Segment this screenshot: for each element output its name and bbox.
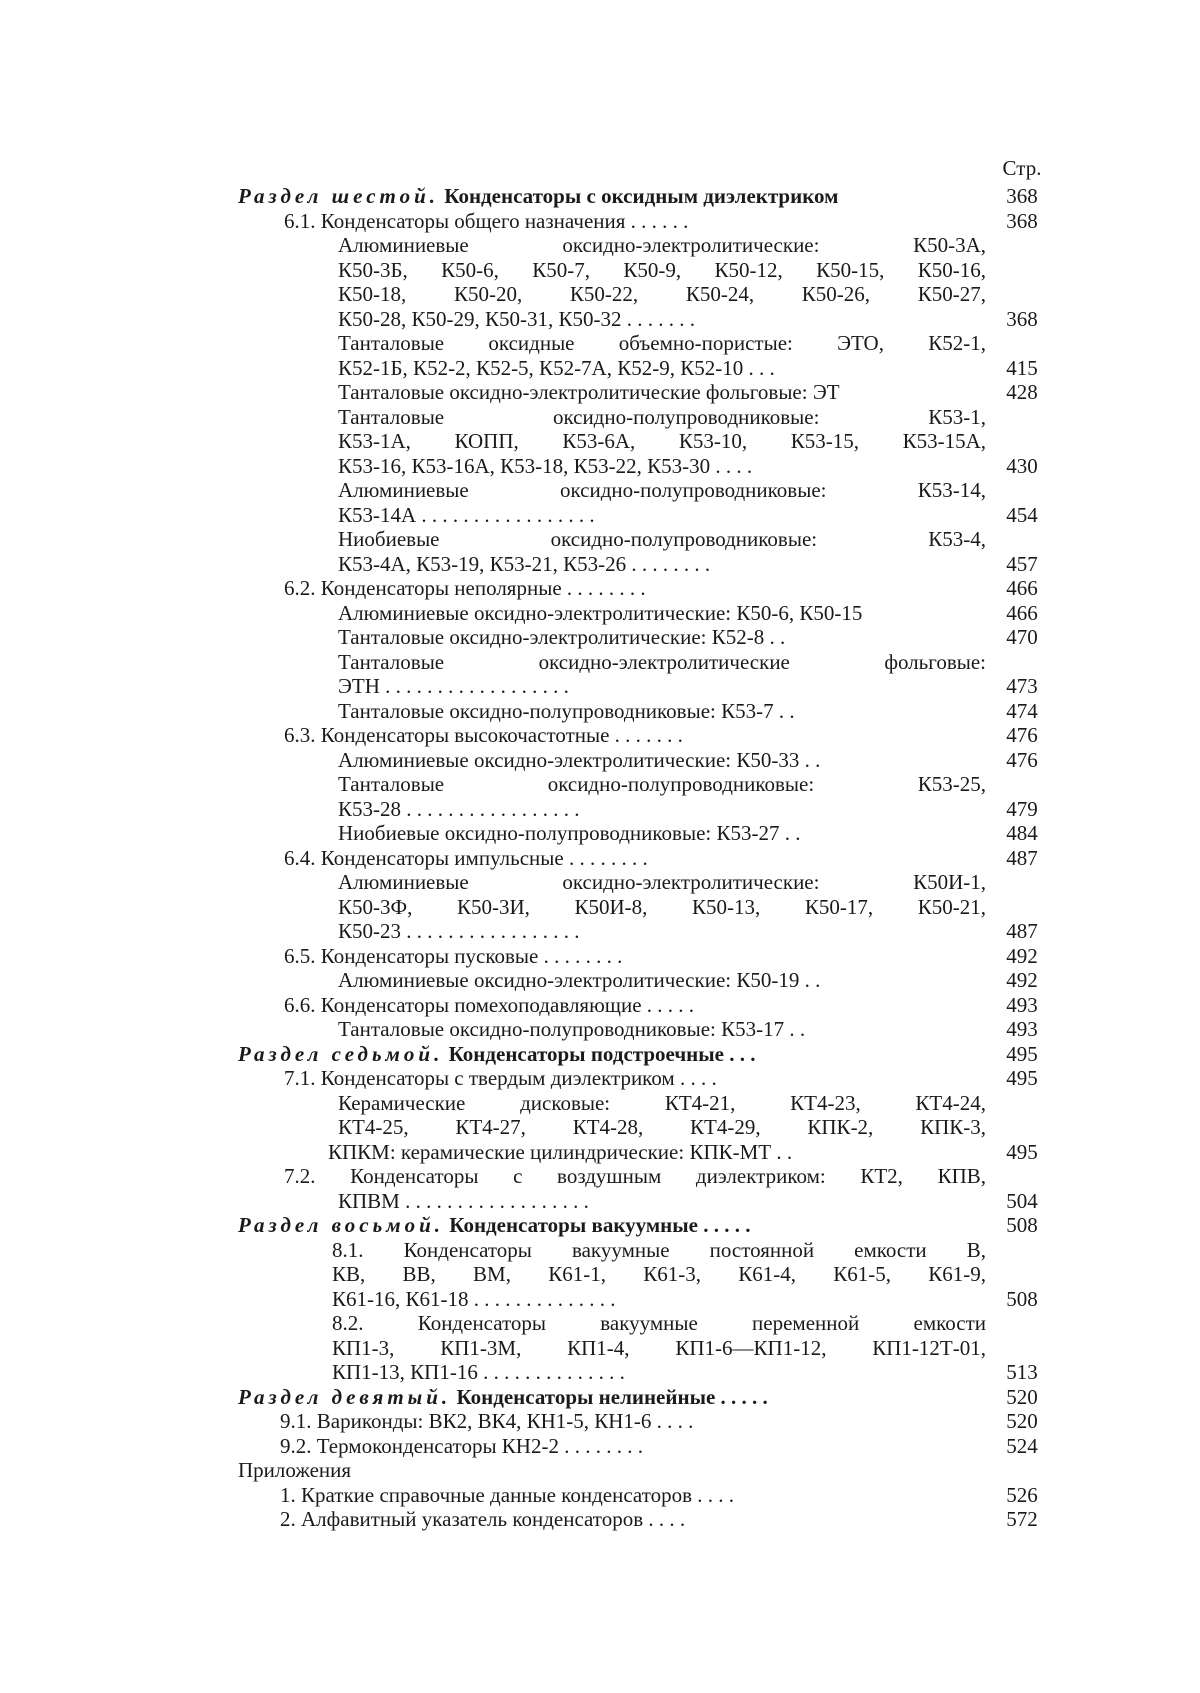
toc-entry: [238, 503, 1050, 528]
toc-entry: [238, 282, 1050, 307]
toc-entry: [238, 748, 1050, 773]
toc-entry-text: 7.1. Конденсаторы с твердым диэлектриком . . . .: [284, 1066, 717, 1090]
toc-page-number: 473: [1006, 674, 1038, 698]
toc-entry-text: 6.4. Конденсаторы импульсные . . . . . . . .: [284, 845, 648, 870]
toc-page-number: 457: [1006, 551, 1038, 576]
toc-entry: [238, 380, 1050, 405]
toc-entry-text: 8.1. Конденсаторы вакуумные постоянной емкости В,: [332, 1237, 986, 1262]
toc-entry: [238, 1385, 1050, 1410]
toc-entry: [238, 1140, 1050, 1165]
toc-page-number: 368: [1006, 184, 1038, 208]
toc-entry-text: К53-4А, К53-19, К53-21, К53-26 . . . . . . . .: [338, 551, 711, 576]
toc-page-number: 487: [1006, 919, 1038, 943]
toc-entry: [238, 258, 1050, 283]
toc-entry-text: Алюминиевые оксидно-электролитические: К50-3А,: [338, 233, 986, 257]
toc-entry-text: [238, 1385, 768, 1410]
toc-page-number: 454: [1006, 502, 1038, 527]
toc-page-number: 492: [1006, 968, 1038, 992]
toc-entry-text: [238, 1213, 751, 1238]
toc-entry-text: К50-18, К50-20, К50-22, К50-24, К50-26, К50-27,: [338, 282, 986, 306]
toc-entry-text: Танталовые оксидно-электролитические фольговые: ЭТ: [338, 380, 840, 404]
toc-entry-text: К53-14А . . . . . . . . . . . . . . . . .: [338, 502, 595, 527]
toc-entry: [238, 356, 1050, 381]
toc-entry-text: 6.2. Конденсаторы неполярные . . . . . . . .: [284, 576, 646, 600]
toc-entry-text: Алюминиевые оксидно-электролитические: К50-6, К50-15: [338, 600, 863, 625]
toc-page-number: 495: [1006, 1139, 1038, 1164]
toc-entry-text: Танталовые оксидно-электролитические фольговые:: [338, 649, 986, 674]
toc-entry-text: 8.2. Конденсаторы вакуумные переменной емкости: [332, 1311, 986, 1335]
toc-entry: [238, 1434, 1050, 1459]
toc-page-number: 474: [1006, 698, 1038, 723]
toc-entry-text: Приложения: [238, 1458, 352, 1482]
toc-page-number: 524: [1006, 1433, 1038, 1458]
toc-entry: [238, 772, 1050, 797]
toc-entry: [238, 1091, 1050, 1116]
toc-entry-text: Танталовые оксидно-полупроводниковые: К53-7 . .: [338, 698, 795, 723]
toc-page-number: 415: [1006, 355, 1038, 380]
toc-entry: [238, 723, 1050, 748]
toc-entry: [238, 1262, 1050, 1287]
toc-page-number: 572: [1006, 1507, 1038, 1531]
toc-entry: [238, 944, 1050, 969]
section-title: Конденсаторы вакуумные . . . . .: [449, 1213, 751, 1237]
toc-entry-text: ЭТН . . . . . . . . . . . . . . . . . .: [338, 674, 569, 698]
toc-entry: [238, 1164, 1050, 1189]
toc-entry: [238, 1311, 1050, 1336]
toc-entry: [238, 454, 1050, 479]
toc-entry-text: Керамические дисковые: КТ4-21, КТ4-23, КТ4-24,: [338, 1090, 986, 1115]
toc-entry: [238, 1336, 1050, 1361]
toc-entry: [238, 1409, 1050, 1434]
toc-page-number: 508: [1006, 1286, 1038, 1311]
toc-entry: [238, 331, 1050, 356]
toc-page-number: 492: [1006, 943, 1038, 968]
toc-entry: [238, 1483, 1050, 1508]
section-label: Раздел восьмой.: [238, 1213, 445, 1237]
toc-entry-text: Танталовые оксидно-полупроводниковые: К53-17 . .: [338, 1017, 806, 1041]
toc-entry-text: К53-16, К53-16А, К53-18, К53-22, К53-30 . . . .: [338, 453, 753, 478]
toc-entry: [238, 576, 1050, 601]
toc-page-number: 484: [1006, 821, 1038, 845]
toc-entry-text: КПВМ . . . . . . . . . . . . . . . . . .: [338, 1188, 589, 1213]
toc-page-number: 493: [1006, 1017, 1038, 1041]
toc-page-number: 466: [1006, 576, 1038, 600]
toc-page-number: 526: [1006, 1482, 1038, 1507]
toc-entry: [238, 429, 1050, 454]
toc-entry: [238, 1066, 1050, 1091]
toc-page-number: 466: [1006, 600, 1038, 625]
toc-entry: [238, 1238, 1050, 1263]
toc-page-number: 479: [1006, 796, 1038, 821]
toc-entry: [238, 968, 1050, 993]
toc-entry-text: Танталовые оксидно-полупроводниковые: К53-25,: [338, 772, 986, 796]
toc-entry-text: Алюминиевые оксидно-полупроводниковые: К53-14,: [338, 478, 986, 502]
toc-entry: [238, 1189, 1050, 1214]
toc-page-number: 487: [1006, 845, 1038, 870]
toc-page-number: 493: [1006, 992, 1038, 1017]
toc-entry-text: К53-1А, КОПП, К53-6А, К53-10, К53-15, К53-15А,: [338, 429, 986, 453]
toc-entry-text: 6.5. Конденсаторы пусковые . . . . . . . .: [284, 943, 623, 968]
page-column-header: [238, 156, 1050, 184]
toc-entry: [238, 209, 1050, 234]
toc-page-number: 476: [1006, 747, 1038, 772]
toc-entry: [238, 1115, 1050, 1140]
toc-entry-text: К50-3Ф, К50-3И, К50И-8, К50-13, К50-17, К50-21,: [338, 894, 986, 919]
toc-entry: [238, 405, 1050, 430]
toc-entry: [238, 1017, 1050, 1042]
toc-entry-text: К61-16, К61-18 . . . . . . . . . . . . . .: [332, 1286, 616, 1311]
toc-entry-text: 6.6. Конденсаторы помехоподавляющие . . . . .: [284, 992, 695, 1017]
toc-entry-text: 6.1. Конденсаторы общего назначения . . . . . .: [284, 208, 689, 233]
section-title: Конденсаторы подстроечные . . .: [448, 1041, 756, 1066]
toc-entry: [238, 625, 1050, 650]
toc-entry: [238, 797, 1050, 822]
toc-entry-text: КП1-13, КП1-16 . . . . . . . . . . . . . .: [332, 1360, 625, 1384]
toc-entry-text: К50-3Б, К50-6, К50-7, К50-9, К50-12, К50-15, К50-16,: [338, 257, 986, 282]
toc-entry-text: Алюминиевые оксидно-электролитические: К50И-1,: [338, 870, 986, 894]
toc-entry: [238, 919, 1050, 944]
toc-entry: [238, 478, 1050, 503]
toc-entry-text: Ниобиевые оксидно-полупроводниковые: К53-27 . .: [338, 821, 801, 845]
toc-page-number: 368: [1006, 208, 1038, 233]
toc-entry-text: Танталовые оксидно-электролитические: К52-8 . .: [338, 625, 786, 649]
toc-entry: [238, 650, 1050, 675]
toc-entry-text: Танталовые оксидно-полупроводниковые: К53-1,: [338, 404, 986, 429]
section-title: Конденсаторы нелинейные . . . . .: [456, 1384, 768, 1409]
toc-entry-text: КВ, ВВ, ВМ, К61-1, К61-3, К61-4, К61-5, К61-9,: [332, 1262, 986, 1286]
section-label: Раздел шестой.: [238, 184, 440, 208]
section-label: Раздел девятый.: [238, 1384, 452, 1409]
toc-entry: [238, 1360, 1050, 1385]
toc-entry: [238, 895, 1050, 920]
toc-entry: [238, 1287, 1050, 1312]
toc-page-number: 368: [1006, 306, 1038, 331]
toc-entry: [238, 233, 1050, 258]
toc-page-number: 476: [1006, 723, 1038, 747]
toc-entry-text: Алюминиевые оксидно-электролитические: К50-19 . .: [338, 968, 821, 992]
toc-entry-text: Танталовые оксидные объемно-пористые: ЭТО, К52-1,: [338, 331, 986, 355]
toc-entry: [238, 993, 1050, 1018]
table-of-contents: [238, 156, 1050, 1532]
toc-entry-text: К50-28, К50-29, К50-31, К50-32 . . . . . . .: [338, 306, 695, 331]
toc-entry: [238, 1458, 1050, 1483]
section-title: Конденсаторы с оксидным диэлектриком: [444, 184, 839, 208]
toc-entry-text: 1. Краткие справочные данные конденсаторов . . . .: [280, 1482, 735, 1507]
toc-entries: [238, 184, 1050, 1532]
toc-entry-text: Ниобиевые оксидно-полупроводниковые: К53-4,: [338, 527, 986, 551]
toc-entry: [238, 674, 1050, 699]
toc-entry: [238, 821, 1050, 846]
toc-entry: [238, 307, 1050, 332]
toc-entry-text: Алюминиевые оксидно-электролитические: К50-33 . .: [338, 747, 821, 772]
toc-entry-text: КПКМ: керамические цилиндрические: КПК-МТ . .: [328, 1139, 793, 1164]
toc-page-number: 495: [1006, 1066, 1038, 1090]
page-column-label: Стр.: [1002, 156, 1042, 180]
toc-page-number: 430: [1006, 453, 1038, 478]
toc-entry-text: 7.2. Конденсаторы с воздушным диэлектриком: КТ2, КПВ,: [284, 1164, 986, 1188]
toc-entry: [238, 1507, 1050, 1532]
toc-entry-text: К52-1Б, К52-2, К52-5, К52-7А, К52-9, К52-10 . . .: [338, 355, 775, 380]
toc-entry-text: 2. Алфавитный указатель конденсаторов . . . .: [280, 1507, 686, 1531]
toc-entry: [238, 552, 1050, 577]
toc-entry-text: К50-23 . . . . . . . . . . . . . . . . .: [338, 919, 580, 943]
toc-page-number: 520: [1006, 1409, 1038, 1433]
toc-entry-text: [238, 184, 838, 209]
toc-page-number: 508: [1006, 1213, 1038, 1237]
toc-page-number: 520: [1006, 1384, 1038, 1409]
toc-page-number: 513: [1006, 1360, 1038, 1384]
toc-page-number: 495: [1006, 1041, 1038, 1066]
toc-entry: [238, 184, 1050, 209]
toc-entry: [238, 846, 1050, 871]
toc-entry: [238, 699, 1050, 724]
toc-entry-text: 9.1. Вариконды: ВК2, ВК4, КН1-5, КН1-6 . . . .: [280, 1409, 694, 1433]
toc-entry-text: К53-28 . . . . . . . . . . . . . . . . .: [338, 796, 580, 821]
toc-entry: [238, 527, 1050, 552]
toc-entry-text: КП1-3, КП1-3М, КП1-4, КП1-6—КП1-12, КП1-12Т-01,: [332, 1335, 986, 1360]
toc-entry: [238, 870, 1050, 895]
toc-page-number: 504: [1006, 1188, 1038, 1213]
toc-entry: [238, 601, 1050, 626]
toc-entry-text: [238, 1042, 755, 1067]
toc-page-number: 428: [1006, 380, 1038, 404]
toc-entry-text: 6.3. Конденсаторы высокочастотные . . . . . . .: [284, 723, 683, 747]
toc-entry-text: 9.2. Термоконденсаторы КН2-2 . . . . . . . .: [280, 1433, 643, 1458]
section-label: Раздел седьмой.: [238, 1041, 444, 1066]
toc-entry: [238, 1042, 1050, 1067]
toc-entry: [238, 1213, 1050, 1238]
toc-page-number: 470: [1006, 625, 1038, 649]
toc-entry-text: КТ4-25, КТ4-27, КТ4-28, КТ4-29, КПК-2, КПК-3,: [338, 1115, 986, 1139]
